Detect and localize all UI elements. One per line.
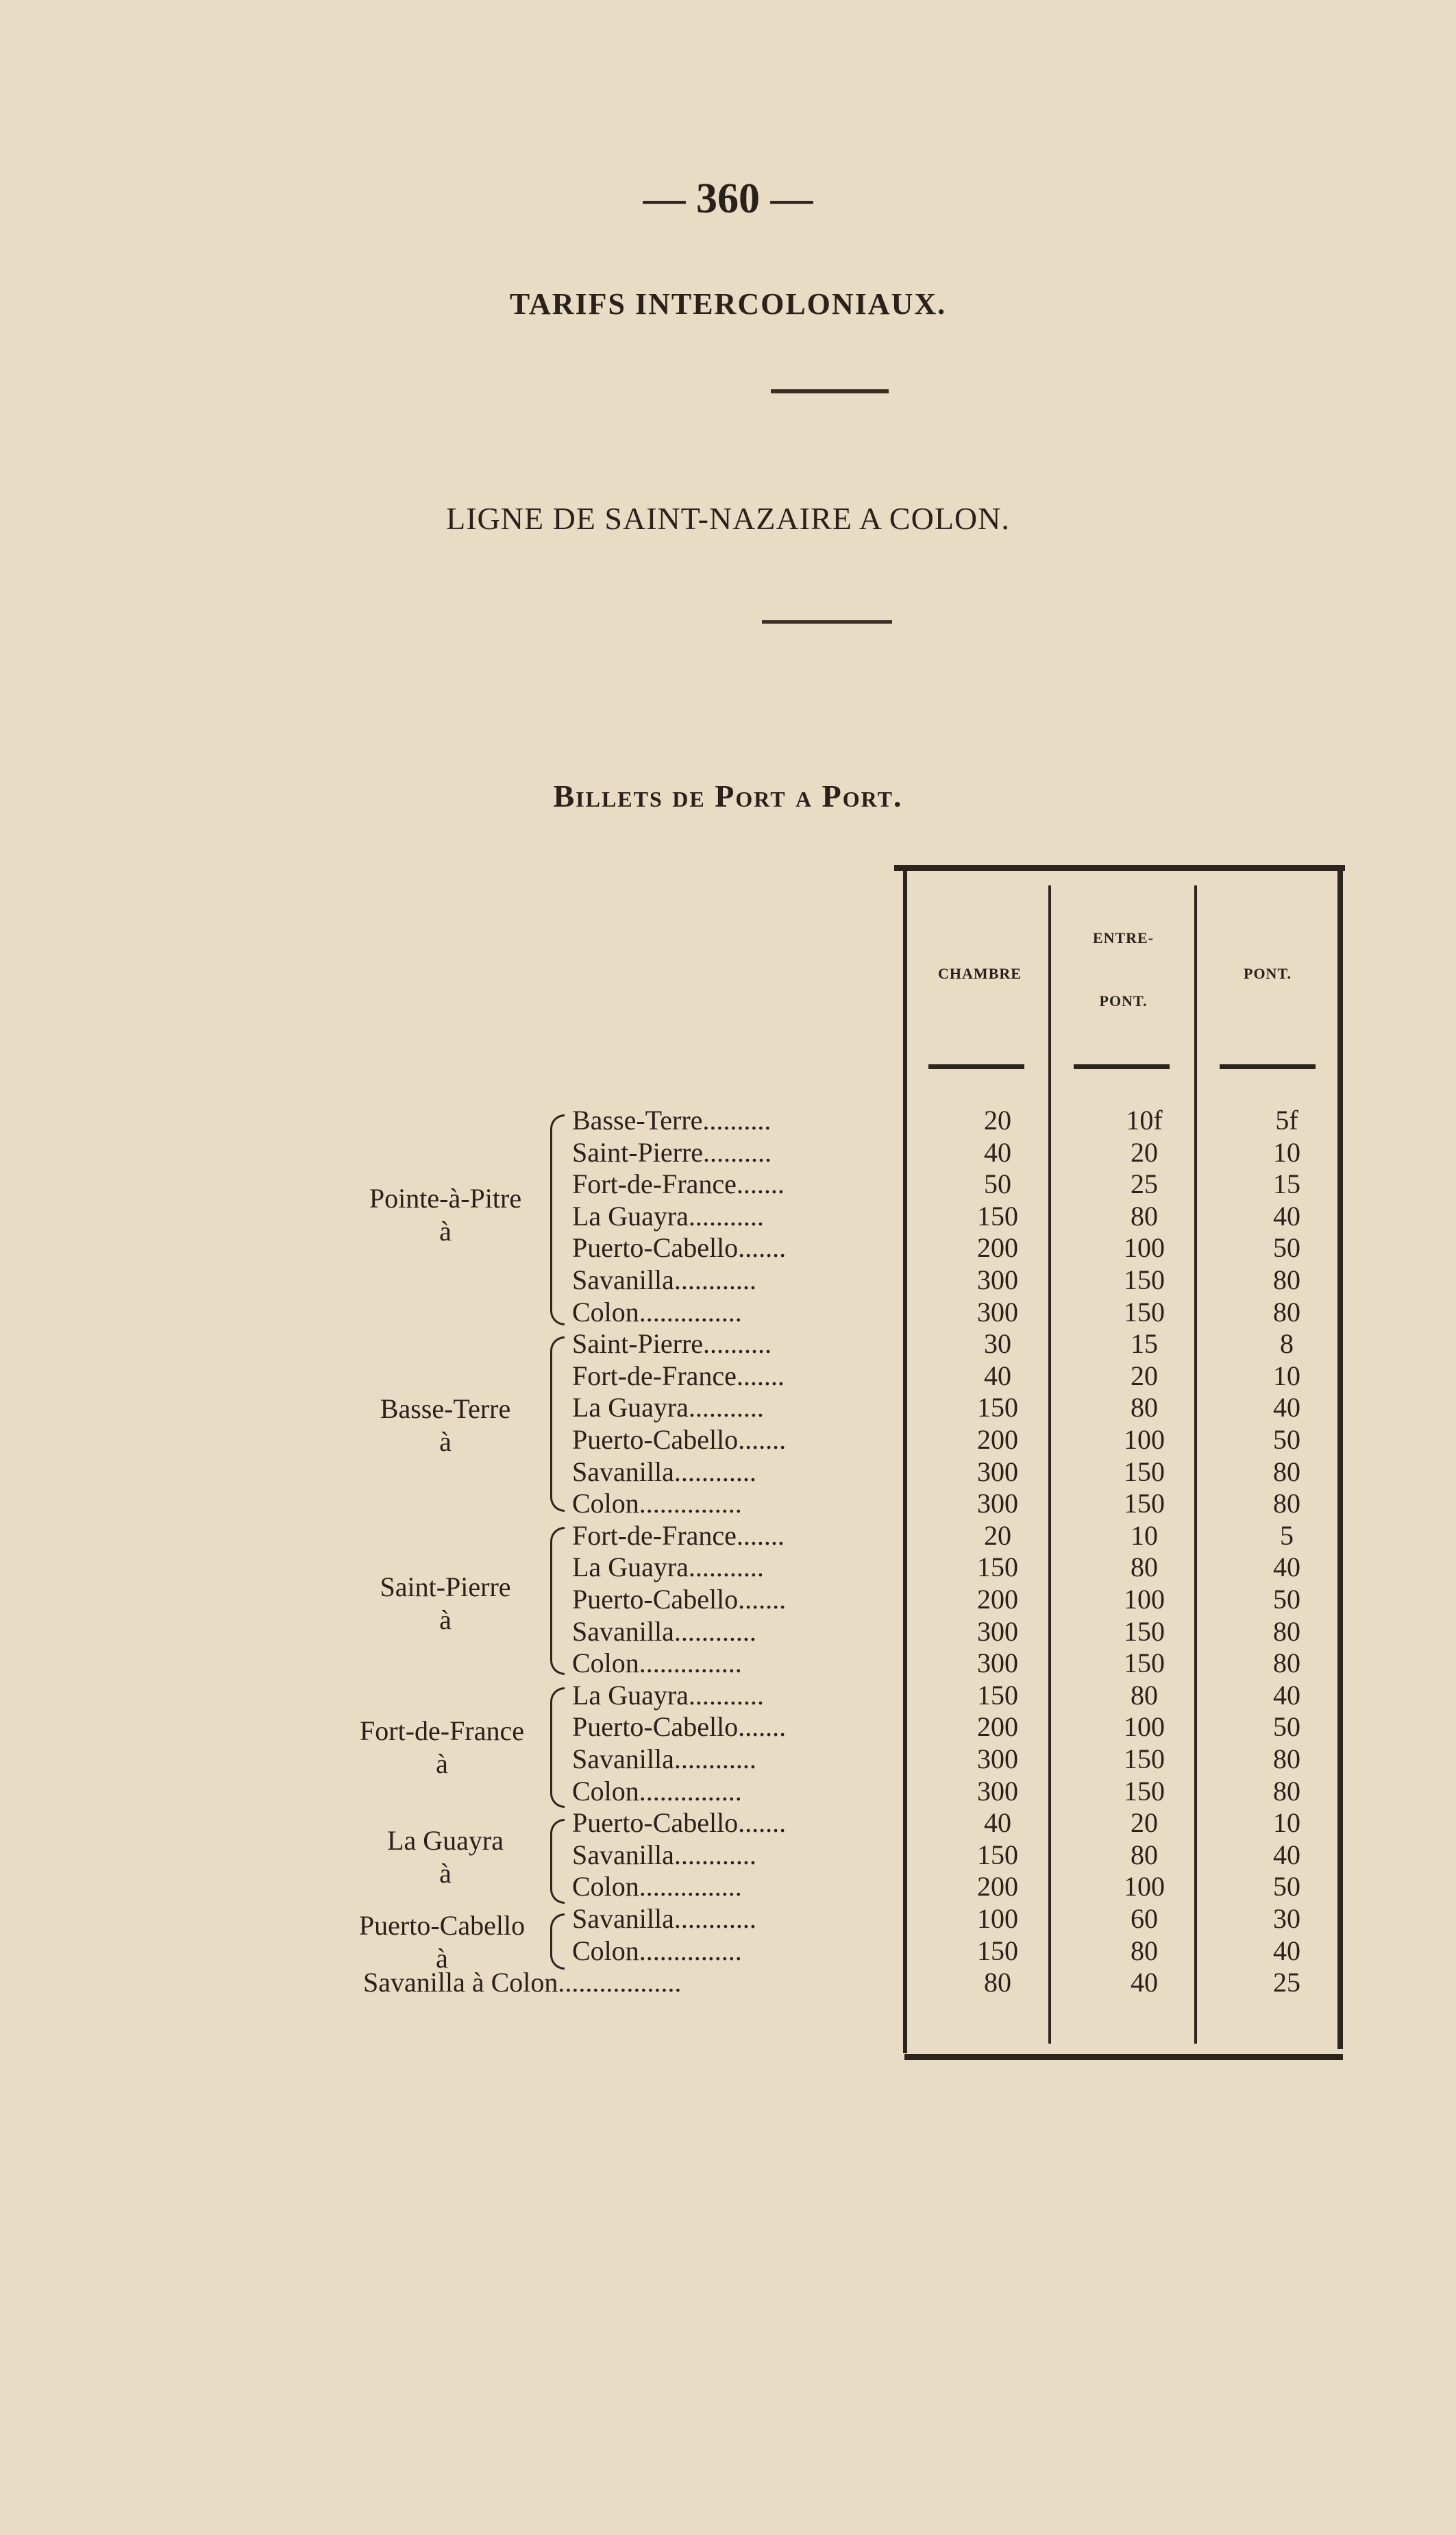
entrepont-price: 150 [1124,1456,1165,1487]
destination-label: Puerto-Cabello....... [572,1424,787,1455]
entrepont-price: 150 [1124,1616,1165,1647]
origin-label: Fort-de-France à [360,1715,524,1779]
chambre-price: 150 [977,1680,1018,1711]
pont-price: 5f [1275,1105,1298,1136]
chambre-price: 200 [977,1711,1018,1742]
pont-price: 25 [1273,1967,1300,1998]
pont-price: 50 [1273,1871,1300,1902]
destination-label: Saint-Pierre.......... [572,1137,772,1168]
pont-price: 80 [1273,1616,1300,1647]
destination-label: Basse-Terre.......... [572,1105,772,1136]
chambre-price: 200 [977,1424,1018,1455]
chambre-price: 150 [977,1935,1018,1966]
table-bottom-border [904,2054,1343,2060]
header-pont-2: PONT. [1244,965,1292,982]
header-underline [1220,1064,1316,1069]
destination-label: Fort-de-France....... [572,1520,785,1551]
section-heading: Billets de Port a Port. [553,779,903,813]
entrepont-price: 150 [1124,1297,1165,1327]
page-title: TARIFS INTERCOLONIAUX. [509,287,947,321]
pont-price: 40 [1273,1552,1300,1582]
brace [550,1336,565,1512]
destination-label: Puerto-Cabello....... [572,1711,787,1742]
origin-label: Pointe-à-Pitre à [369,1183,522,1247]
entrepont-price: 20 [1131,1807,1158,1838]
origin-label: La Guayra à [387,1825,504,1889]
brace [550,1913,565,1970]
header-pont-1: PONT. [1099,992,1148,1009]
brace [550,1527,565,1675]
header-chambre: CHAMBRE [938,965,1022,982]
destination-label: Fort-de-France....... [572,1168,785,1199]
chambre-price: 80 [984,1967,1011,1998]
table-right-border [1337,869,1343,2049]
chambre-price: 40 [984,1137,1011,1168]
pont-price: 50 [1273,1232,1300,1263]
pont-price: 5 [1280,1520,1294,1551]
chambre-price: 300 [977,1264,1018,1295]
destination-label: Colon............... [572,1488,742,1519]
chambre-price: 300 [977,1616,1018,1647]
pont-price: 50 [1273,1424,1300,1455]
pont-price: 80 [1273,1264,1300,1295]
table-top-border [894,865,1345,871]
entrepont-price: 20 [1131,1360,1158,1391]
destination-label: Colon............... [572,1935,742,1966]
chambre-price: 20 [984,1520,1011,1551]
pont-price: 40 [1273,1680,1300,1711]
destination-label: Puerto-Cabello....... [572,1807,787,1838]
entrepont-price: 60 [1131,1903,1158,1934]
header-entre: ENTRE- [1092,929,1155,946]
entrepont-price: 100 [1124,1871,1165,1902]
pont-price: 80 [1273,1648,1300,1678]
destination-label: Savanilla............ [572,1839,756,1870]
col-divider [1048,885,1051,2044]
entrepont-price: 100 [1124,1584,1165,1615]
entrepont-price: 10 [1131,1520,1158,1551]
entrepont-price: 80 [1131,1392,1158,1423]
destination-label: La Guayra........... [572,1552,764,1582]
entrepont-price: 20 [1131,1137,1158,1168]
chambre-price: 300 [977,1776,1018,1807]
entrepont-price: 100 [1124,1711,1165,1742]
entrepont-price: 80 [1131,1680,1158,1711]
entrepont-price: 80 [1131,1935,1158,1966]
pont-price: 10 [1273,1807,1300,1838]
pont-price: 80 [1273,1743,1300,1774]
destination-label: La Guayra........... [572,1680,764,1711]
col-divider [1194,885,1197,2044]
brace [550,1819,565,1904]
destination-label: Savanilla à Colon.................. [363,1967,682,1998]
pont-price: 40 [1273,1839,1300,1870]
chambre-price: 300 [977,1743,1018,1774]
divider [771,389,889,393]
page-number: — 360 — [643,175,813,222]
chambre-price: 300 [977,1297,1018,1327]
pont-price: 40 [1273,1935,1300,1966]
pont-price: 80 [1273,1297,1300,1327]
header-underline [1074,1064,1170,1069]
pont-price: 50 [1273,1711,1300,1742]
destination-label: Colon............... [572,1871,742,1902]
pont-price: 10 [1273,1137,1300,1168]
chambre-price: 100 [977,1903,1018,1934]
entrepont-price: 150 [1124,1743,1165,1774]
origin-label: Saint-Pierre à [380,1571,511,1635]
chambre-price: 200 [977,1871,1018,1902]
table-left-border [903,869,907,2053]
pont-price: 80 [1273,1488,1300,1519]
entrepont-price: 10f [1126,1105,1163,1136]
brace [550,1687,565,1808]
destination-label: Fort-de-France....... [572,1360,785,1391]
entrepont-price: 150 [1124,1488,1165,1519]
destination-label: La Guayra........... [572,1392,764,1423]
chambre-price: 300 [977,1456,1018,1487]
line-subtitle: LIGNE DE SAINT-NAZAIRE A COLON. [446,501,1010,536]
destination-label: Puerto-Cabello....... [572,1232,787,1263]
destination-label: Colon............... [572,1776,742,1807]
entrepont-price: 150 [1124,1648,1165,1678]
pont-price: 8 [1280,1328,1294,1359]
entrepont-price: 80 [1131,1552,1158,1582]
destination-label: Savanilla............ [572,1616,756,1647]
destination-label: Colon............... [572,1297,742,1327]
entrepont-price: 150 [1124,1776,1165,1807]
chambre-price: 150 [977,1839,1018,1870]
chambre-price: 20 [984,1105,1011,1136]
destination-label: Savanilla............ [572,1743,756,1774]
origin-label: Puerto-Cabello à [358,1910,526,1974]
destination-label: Colon............... [572,1648,742,1678]
pont-price: 15 [1273,1168,1300,1199]
pont-price: 40 [1273,1201,1300,1232]
entrepont-price: 15 [1131,1328,1158,1359]
entrepont-price: 40 [1131,1967,1158,1998]
origin-label: Basse-Terre à [380,1393,511,1457]
entrepont-price: 100 [1124,1232,1165,1263]
destination-label: Puerto-Cabello....... [572,1584,787,1615]
entrepont-price: 25 [1131,1168,1158,1199]
chambre-price: 150 [977,1201,1018,1232]
chambre-price: 50 [984,1168,1011,1199]
pont-price: 80 [1273,1456,1300,1487]
entrepont-price: 150 [1124,1264,1165,1295]
destination-label: La Guayra........... [572,1201,764,1232]
chambre-price: 30 [984,1328,1011,1359]
pont-price: 30 [1273,1903,1300,1934]
chambre-price: 300 [977,1648,1018,1678]
entrepont-price: 80 [1131,1201,1158,1232]
chambre-price: 150 [977,1392,1018,1423]
header-underline [928,1064,1024,1069]
destination-label: Savanilla............ [572,1456,756,1487]
destination-label: Savanilla............ [572,1903,756,1934]
destination-label: Saint-Pierre.......... [572,1328,772,1359]
chambre-price: 40 [984,1360,1011,1391]
chambre-price: 200 [977,1584,1018,1615]
pont-price: 40 [1273,1392,1300,1423]
divider [762,620,892,624]
chambre-price: 300 [977,1488,1018,1519]
entrepont-price: 80 [1131,1839,1158,1870]
pont-price: 80 [1273,1776,1300,1807]
pont-price: 50 [1273,1584,1300,1615]
pont-price: 10 [1273,1360,1300,1391]
destination-label: Savanilla............ [572,1264,756,1295]
entrepont-price: 100 [1124,1424,1165,1455]
chambre-price: 40 [984,1807,1011,1838]
chambre-price: 200 [977,1232,1018,1263]
brace [550,1114,565,1325]
chambre-price: 150 [977,1552,1018,1582]
